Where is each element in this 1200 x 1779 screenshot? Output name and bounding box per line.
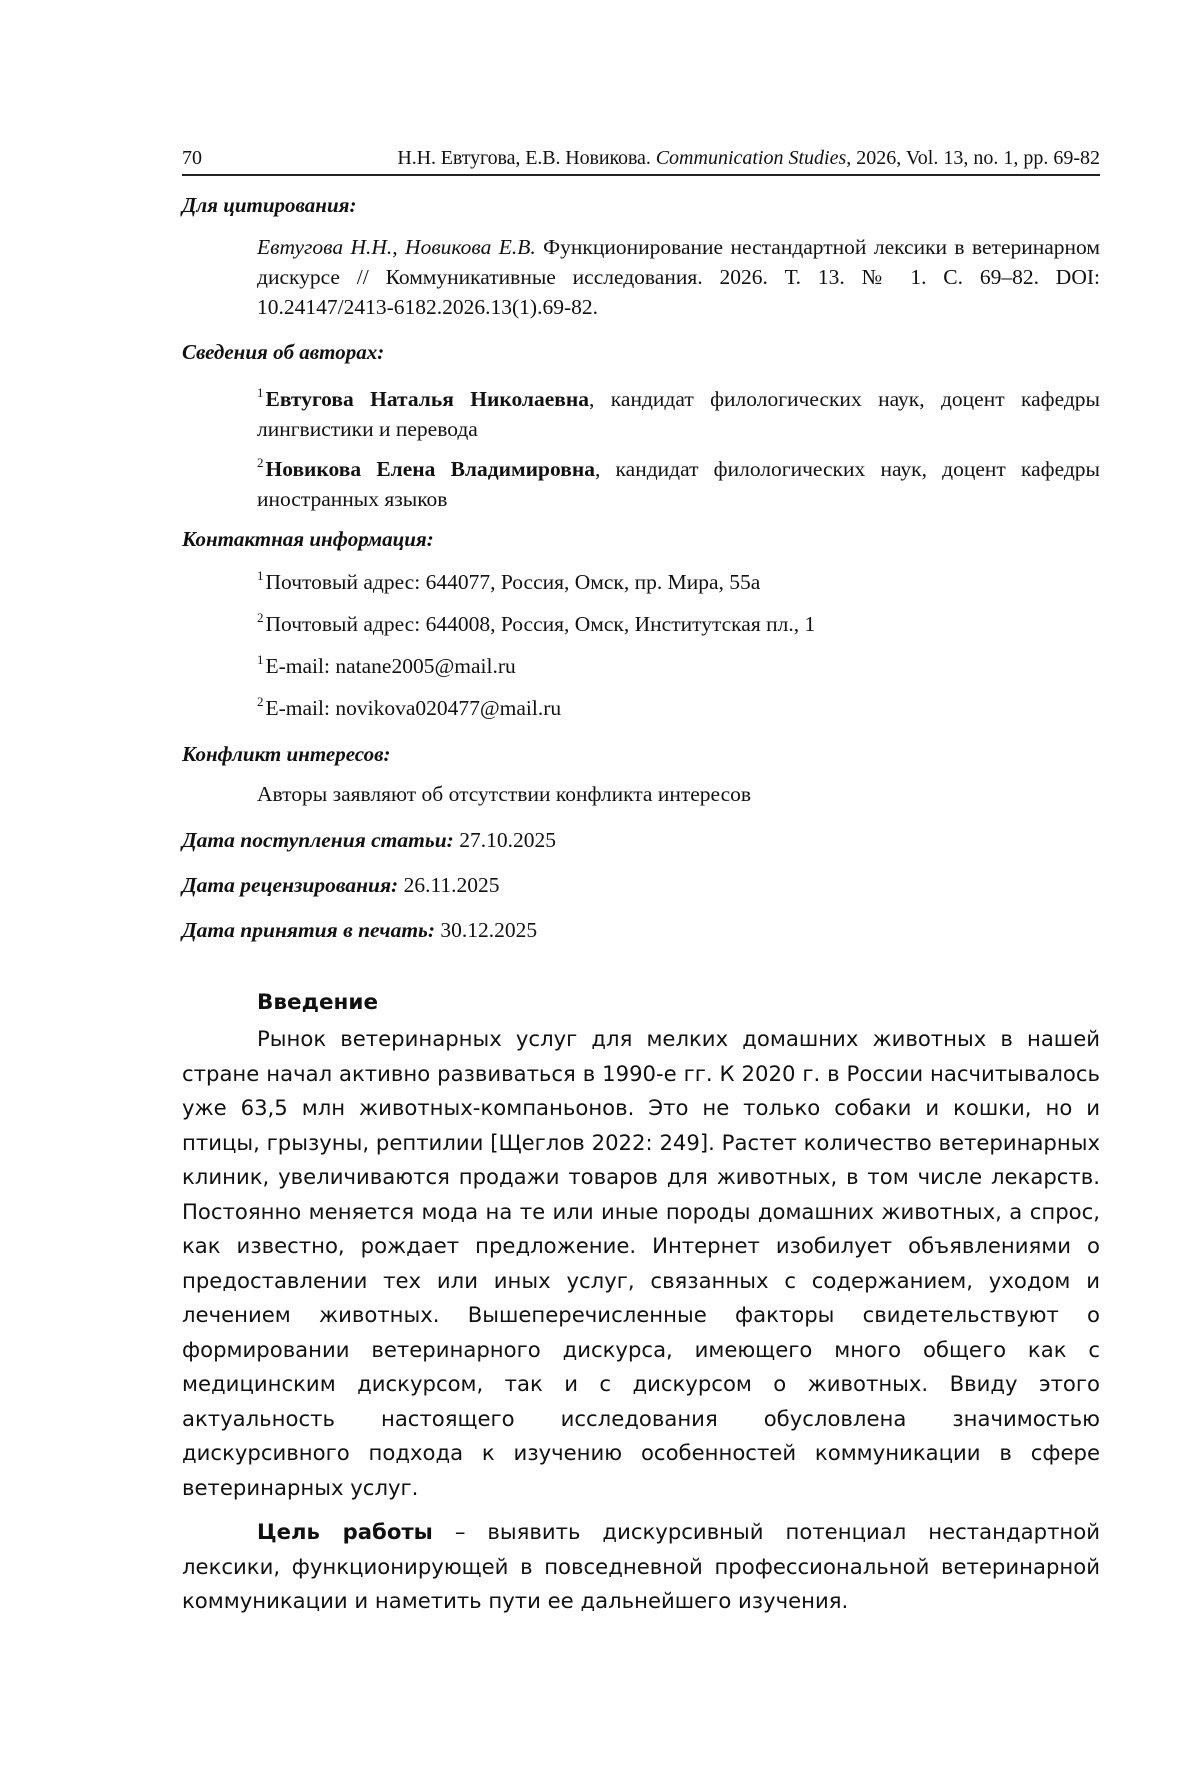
author-entry	[257, 448, 1100, 514]
citation-body: Функционирование нестандартной лексики в ветеринарном дискурсе // Коммуникативные исследования. 2026. Т. 13. № 1. С. 69–82. DOI: 10.24147/2413-6182.2026.13(1).69-82.	[257, 235, 1100, 319]
contact-line	[257, 568, 760, 595]
citation-label: Для цитирования:	[182, 193, 357, 217]
running-head-details: , 2026, Vol. 13, no. 1, pp. 69-82	[846, 147, 1100, 169]
body-text	[182, 1022, 1100, 1619]
date-received-value: 27.10.2025	[453, 828, 556, 852]
date-accepted-label: Дата принятия в печать:	[182, 918, 436, 942]
paragraph: Рынок ветеринарных услуг для мелких домашних животных в нашей стране начал активно развиваться в 1990-е гг. К 2020 г. в России насчитывалось уже 63,5 млн животных-компаньонов. Это не только собаки и кошки, но и птицы, грызуны, рептилии [Щеглов 2022: 249]. Растет количество ветеринарных клиник, увеличиваются продажи товаров для животных, в том числе лекарств. Постоянно меняется мода на те или иные породы домашних животных, а спрос, как известно, рождает предложение. Интернет изобилует объявлениями о предоставлении тех или иных услуг, связанных с содержанием, уходом и лечением животных. Вышеперечисленные факторы свидетельствуют о формировании ветеринарного дискурса, имеющего много общего как с медицинским дискурсом, так и с дискурсом о животных. Ввиду этого актуальность настоящего исследования обусловлена значимостью дискурсивного подхода к изучению особенностей коммуникации в сфере ветеринарных услуг.	[182, 1026, 1100, 1500]
page-number: 70	[182, 147, 202, 169]
header-rule	[182, 174, 1100, 176]
contact-line	[257, 694, 561, 721]
running-head-authors: Н.Н. Евтугова, Е.В. Новикова.	[397, 147, 651, 169]
footnote-mark: 2	[257, 455, 264, 470]
author-entry	[257, 378, 1100, 444]
conflict-label: Конфликт интересов:	[182, 742, 391, 766]
footnote-mark: 1	[257, 568, 264, 583]
author-name: Новикова Елена Владимировна	[265, 457, 595, 481]
footnote-mark: 1	[257, 652, 264, 667]
running-head-journal: Communication Studies	[655, 147, 847, 169]
author-info: , кандидат филологических наук, доцент кафедры иностранных языков	[257, 457, 1100, 511]
footnote-mark: 2	[257, 694, 264, 709]
date-accepted	[182, 918, 537, 943]
running-head	[182, 147, 1100, 174]
section-heading: Введение	[257, 990, 379, 1015]
footnote-mark: 1	[257, 385, 264, 400]
citation-text	[257, 232, 1100, 322]
conflict-text: Авторы заявляют об отсутствии конфликта интересов	[257, 782, 752, 806]
paragraph	[182, 1515, 1100, 1619]
goal-label: Цель работы	[257, 1519, 433, 1544]
running-head-citation	[397, 147, 1100, 170]
email: E-mail: natane2005@mail.ru	[265, 654, 516, 678]
email: E-mail: novikova020477@mail.ru	[265, 696, 562, 720]
date-received	[182, 828, 556, 853]
footnote-mark: 2	[257, 610, 264, 625]
authors-label: Сведения об авторах:	[182, 340, 385, 364]
goal-text: – выявить дискурсивный потенциал нестандартной лексики, функционирующей в повседневной профессиональной ветеринарной коммуникации и наметить пути ее дальнейшего изучения.	[182, 1519, 1100, 1613]
date-reviewed	[182, 873, 500, 898]
date-accepted-value: 30.12.2025	[435, 918, 538, 942]
author-name: Евтугова Наталья Николаевна	[265, 387, 590, 411]
contact-line	[257, 652, 516, 679]
date-reviewed-value: 26.11.2025	[398, 873, 500, 897]
author-info: , кандидат филологических наук, доцент кафедры лингвистики и перевода	[257, 387, 1100, 441]
contacts-label: Контактная информация:	[182, 527, 434, 551]
date-received-label: Дата поступления статьи:	[182, 828, 454, 852]
date-reviewed-label: Дата рецензирования:	[182, 873, 399, 897]
postal-address: Почтовый адрес: 644077, Россия, Омск, пр. Мира, 55а	[265, 570, 761, 594]
postal-address: Почтовый адрес: 644008, Россия, Омск, Институтская пл., 1	[265, 612, 816, 636]
contact-line	[257, 610, 815, 637]
citation-authors: Евтугова Н.Н., Новикова Е.В.	[257, 235, 536, 259]
